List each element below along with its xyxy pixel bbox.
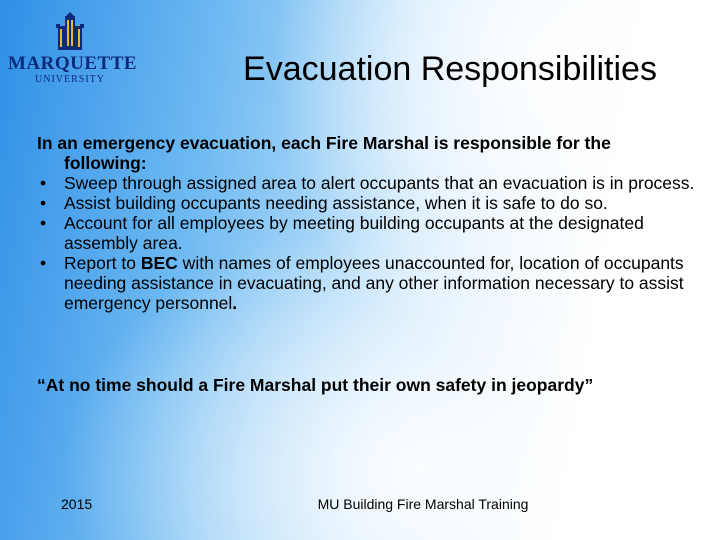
- logo-name: MARQUETTE: [8, 53, 138, 74]
- responsibility-list: [37, 173, 697, 313]
- footer-year: 2015: [61, 496, 93, 512]
- list-item-text-start: Report to: [64, 253, 141, 273]
- bullet-icon: •: [40, 193, 47, 213]
- university-logo: [8, 12, 138, 88]
- safety-quote: “At no time should a Fire Marshal put their own safety in jeopardy”: [37, 375, 594, 395]
- list-item-text-rest: with names of employees unaccounted for, location of occupants needing assistance in evacuating, and any other information necessary to assist emergency personnel: [64, 253, 684, 313]
- list-item: [37, 213, 697, 253]
- list-item-text: Account for all employees by meeting building occupants at the designated assembly area.: [64, 213, 644, 253]
- intro-text: In an emergency evacuation, each Fire Marshal is responsible for the following:: [37, 133, 611, 173]
- slide-title: Evacuation Responsibilities: [243, 50, 657, 88]
- footer-title: MU Building Fire Marshal Training: [317, 496, 529, 512]
- list-item-text: Sweep through assigned area to alert occupants that an evacuation is in process.: [64, 173, 695, 193]
- bullet-icon: •: [40, 173, 47, 193]
- marquette-tower-crest-icon: [54, 12, 86, 52]
- list-item: [37, 193, 697, 213]
- logo-subtitle: UNIVERSITY: [35, 74, 105, 85]
- slide-body: [37, 133, 697, 313]
- list-item-period: .: [232, 293, 238, 313]
- bullet-icon: •: [40, 253, 47, 273]
- bec-label: BEC: [140, 253, 178, 273]
- list-item: [37, 173, 697, 193]
- bullet-icon: •: [40, 213, 47, 233]
- list-item: [37, 253, 697, 313]
- list-item-text: Assist building occupants needing assistance, when it is safe to do so.: [64, 193, 608, 213]
